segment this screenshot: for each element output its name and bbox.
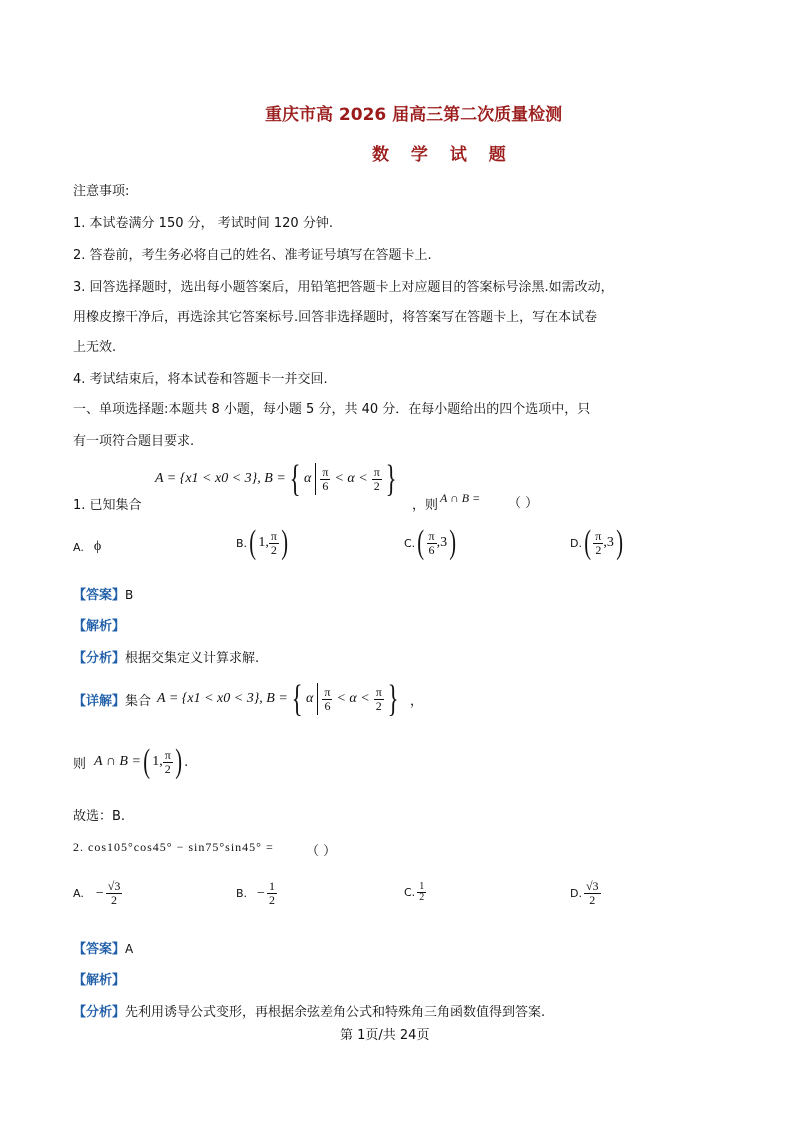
denominator: 6 — [322, 478, 329, 493]
numerator: π — [270, 528, 277, 543]
q1-set-a: A = {x1 < x0 < 3}, B = — [157, 691, 288, 706]
denominator: 6 — [324, 698, 331, 713]
denominator: 2 — [164, 761, 171, 776]
fraction-sqrt3-2 — [584, 880, 601, 907]
numerator: 1 — [419, 881, 425, 892]
minus-sign: − — [257, 885, 265, 901]
set-bar — [317, 683, 318, 715]
left-paren: ( — [249, 524, 257, 561]
notice-item-2: 2. 答卷前，考生务必将自己的姓名、准考证号填写在答题卡上. — [73, 248, 432, 263]
empty-set-symbol: ϕ — [93, 539, 102, 554]
option-value: ,3 — [436, 535, 448, 550]
set-bar — [315, 463, 316, 495]
left-paren: ( — [417, 524, 425, 561]
q2-option-b[interactable] — [236, 880, 277, 907]
notice-item-1: 1. 本试卷满分 150 分， 考试时间 120 分钟. — [73, 216, 333, 231]
fraction-pi-2 — [269, 530, 279, 557]
numerator: π — [164, 747, 171, 762]
exam-title: 重庆市高 2026 届高三第二次质量检测 — [265, 105, 563, 125]
option-label: B. — [236, 887, 248, 900]
numerator: √3 — [107, 879, 121, 893]
option-value: ,3 — [603, 535, 614, 550]
q1-answer-row — [73, 584, 133, 603]
fenxi-tag: 【分析】 — [73, 1005, 126, 1020]
numerator: √3 — [585, 879, 599, 893]
minus-sign: − — [95, 885, 104, 901]
denominator: 2 — [268, 893, 275, 907]
option-label: A. — [73, 540, 84, 554]
right-brace: } — [385, 458, 397, 500]
q1-then: ，则 — [412, 498, 439, 513]
fraction-sqrt3-2 — [106, 880, 123, 907]
numerator: π — [322, 464, 329, 479]
q1-fenxi-row — [73, 647, 259, 666]
alpha-inequality: < α < — [336, 691, 370, 706]
fraction-pi-2 — [374, 686, 384, 713]
q2-option-d[interactable] — [570, 880, 601, 907]
fenxi-text: 根据交集定义计算求解. — [125, 651, 260, 666]
q1-set-a: A = {x1 < x0 < 3}, B = — [155, 471, 286, 486]
right-paren: ) — [175, 743, 182, 780]
left-brace: { — [289, 458, 301, 500]
q1-sets-formula — [155, 460, 400, 498]
fenxi-text: 先利用诱导公式变形，再根据余弦差角公式和特殊角三角函数值得到答案. — [125, 1005, 546, 1020]
numerator: π — [428, 528, 435, 543]
intersect-expr: A ∩ B = — [94, 754, 141, 769]
denominator: 2 — [419, 892, 425, 903]
numerator: π — [375, 684, 382, 699]
denominator: 2 — [595, 542, 602, 557]
answer-value: A — [125, 942, 134, 956]
left-brace: { — [291, 678, 303, 720]
right-brace: } — [387, 678, 399, 720]
xiangjie-prefix: 集合 — [125, 693, 152, 709]
denominator: 2 — [111, 893, 118, 907]
right-paren: ) — [281, 524, 288, 561]
q2-fenxi-row — [73, 1001, 545, 1020]
option-label: C. — [404, 886, 416, 899]
notice-item-3-line-1: 3. 回答选择题时，选出每小题答案后，用铅笔把答题卡上对应题目的答案标号涂黑.如需改动， — [73, 280, 614, 295]
left-paren: ( — [143, 743, 150, 780]
q1-option-b[interactable] — [236, 526, 290, 560]
period: . — [184, 754, 189, 770]
alpha-symbol: α — [306, 691, 314, 706]
then-text: 则 — [73, 756, 87, 772]
option-label: A. — [73, 887, 84, 900]
option-label: D. — [570, 536, 582, 550]
numerator: π — [324, 684, 331, 699]
right-paren: ) — [616, 524, 623, 561]
fraction-pi-6 — [320, 466, 330, 493]
comma: ， — [410, 693, 424, 709]
fraction-pi-6 — [322, 686, 332, 713]
left-paren: ( — [584, 524, 592, 561]
fraction-pi-6 — [427, 530, 437, 557]
fraction-pi-2 — [163, 749, 173, 776]
answer-tag: 【答案】 — [73, 942, 126, 957]
result-value: 1, — [152, 754, 163, 769]
alpha-inequality: < α < — [334, 471, 368, 486]
numerator: π — [595, 528, 602, 543]
page-footer: 第 1页/共 24页 — [340, 1028, 430, 1043]
fraction-1-2 — [267, 880, 277, 907]
option-label: C. — [404, 536, 416, 550]
q2-analysis-tag: 【解析】 — [73, 973, 126, 988]
q2-answer-row — [73, 938, 133, 957]
q1-intersect: A ∩ B = — [440, 491, 481, 505]
q1-option-a[interactable] — [73, 530, 101, 564]
notice-item-4: 4. 考试结束后，将本试卷和答题卡一并交回. — [73, 372, 328, 387]
q1-xiangjie-row — [73, 680, 423, 718]
q1-conclusion: 故选：B. — [73, 809, 126, 824]
exam-subtitle: 数 学 试 题 — [372, 145, 514, 165]
q1-analysis-tag: 【解析】 — [73, 619, 126, 634]
q2-option-c[interactable] — [404, 882, 426, 903]
section-heading-line-2: 有一项符合题目要求. — [73, 434, 195, 449]
notice-item-3-line-2: 用橡皮擦干净后，再选涂其它答案标号.回答非选择题时，将答案写在答题卡上，写在本试卷 — [73, 310, 598, 325]
section-heading-line-1: 一、单项选择题:本题共 8 小题，每小题 5 分，共 40 分．在每小题给出的四个选项中，只 — [73, 402, 591, 417]
denominator: 2 — [375, 698, 382, 713]
notice-heading: 注意事项: — [73, 184, 130, 199]
q1-option-d[interactable] — [570, 526, 625, 560]
option-value: 1, — [258, 535, 269, 550]
fenxi-tag: 【分析】 — [73, 651, 126, 666]
option-label: B. — [236, 536, 248, 550]
answer-value: B — [125, 588, 134, 602]
denominator: 2 — [270, 542, 277, 557]
notice-item-3-line-3: 上无效. — [73, 340, 117, 355]
alpha-symbol: α — [304, 471, 312, 486]
q1-prefix: 1. 已知集合 — [73, 498, 142, 513]
fraction-pi-2 — [372, 466, 382, 493]
numerator: 1 — [268, 879, 275, 893]
numerator: π — [373, 464, 380, 479]
answer-tag: 【答案】 — [73, 588, 126, 603]
right-paren: ) — [449, 524, 457, 561]
xiangjie-tag: 【详解】 — [73, 693, 126, 709]
denominator: 2 — [589, 893, 596, 907]
q1-option-c[interactable] — [404, 526, 458, 560]
q1-result-row — [73, 745, 188, 779]
denominator: 6 — [428, 542, 435, 557]
fraction-pi-2 — [593, 530, 603, 557]
q1-blank: （ ） — [508, 496, 539, 511]
q2-blank: （ ） — [306, 844, 337, 859]
fraction-1-2 — [417, 882, 426, 903]
denominator: 2 — [373, 478, 380, 493]
q2-stem: 2. cos105°cos45° − sin75°sin45° = — [73, 840, 274, 854]
q2-option-a[interactable] — [73, 880, 122, 907]
option-label: D. — [570, 887, 582, 900]
